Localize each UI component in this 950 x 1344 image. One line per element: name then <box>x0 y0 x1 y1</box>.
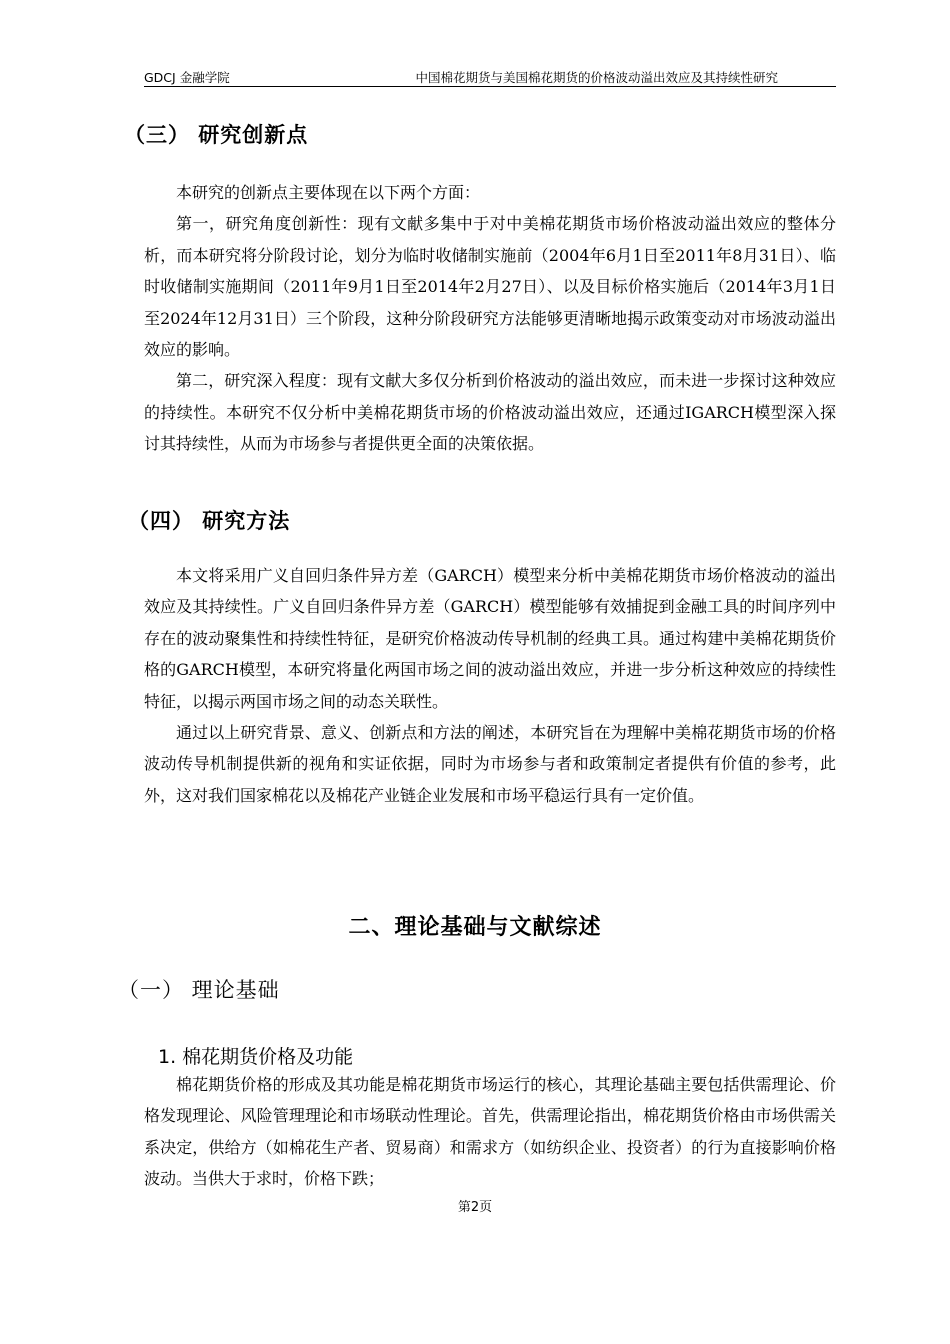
header-paper-title: 中国棉花期货与美国棉花期货的价格波动溢出效应及其持续性研究 <box>415 70 778 85</box>
paragraph: 本研究的创新点主要体现在以下两个方面： <box>176 183 481 202</box>
subsection-body <box>144 1069 836 1195</box>
section-heading-method: （四） 研究方法 <box>128 509 291 533</box>
page-header <box>144 66 836 87</box>
paragraph: 第二，研究深入程度：现有文献大多仅分析到价格波动的溢出效应，而未进一步探讨这种效应的持续性。本研究不仅分析中美棉花期货市场的价格波动溢出效应，还通过IGARCH模型深入探讨其持续性，从而为市场参与者提供更全面的决策依据。 <box>144 371 836 454</box>
paragraph: 通过以上研究背景、意义、创新点和方法的阐述，本研究旨在为理解中美棉花期货市场的价格波动传导机制提供新的视角和实证依据，同时为市场参与者和政策制定者提供有价值的参考，此外，这对我们国家棉花以及棉花产业链企业发展和市场平稳运行具有一定价值。 <box>144 723 836 805</box>
section-method-body <box>144 560 836 811</box>
section-innovation-body <box>144 177 836 460</box>
subsection-heading: 1. 棉花期货价格及功能 <box>158 1046 354 1068</box>
page-number: 第2页 <box>457 1200 493 1215</box>
chapter-title: 二、理论基础与文献综述 <box>348 915 602 940</box>
paragraph: 本文将采用广义自回归条件异方差（GARCH）模型来分析中美棉花期货市场价格波动的溢出效应及其持续性。广义自回归条件异方差（GARCH）模型能够有效捕捉到金融工具的时间序列中存在的波动聚集性和持续性特征，是研究价格波动传导机制的经典工具。通过构建中美棉花期货价格的GARCH模型，本研究将量化两国市场之间的波动溢出效应，并进一步分析这种效应的持续性特征，以揭示两国市场之间的动态关联性。 <box>144 566 836 711</box>
paragraph: 棉花期货价格的形成及其功能是棉花期货市场运行的核心，其理论基础主要包括供需理论、价格发现理论、风险管理理论和市场联动性理论。首先，供需理论指出，棉花期货价格由市场供需关系决定，供给方（如棉花生产者、贸易商）和需求方（如纺织企业、投资者）的行为直接影响价格波动。当供大于求时，价格下跌； <box>144 1075 836 1189</box>
header-institution: GDCJ 金融学院 <box>144 70 230 85</box>
paragraph: 第一，研究角度创新性：现有文献多集中于对中美棉花期货市场价格波动溢出效应的整体分析，而本研究将分阶段讨论，划分为临时收储制实施前（2004年6月1日至2011年8月31日）、临时收储制实施期间（2011年9月1日至2014年2月27日）、以及目标价格实施后（2014年3月1日至2024年12月31日）三个阶段，这种分阶段研究方法能够更清晰地揭示政策变动对市场波动溢出效应的影响。 <box>144 214 836 360</box>
section-heading-innovation: （三） 研究创新点 <box>124 123 309 147</box>
section-heading-theory: （一） 理论基础 <box>118 978 280 1002</box>
